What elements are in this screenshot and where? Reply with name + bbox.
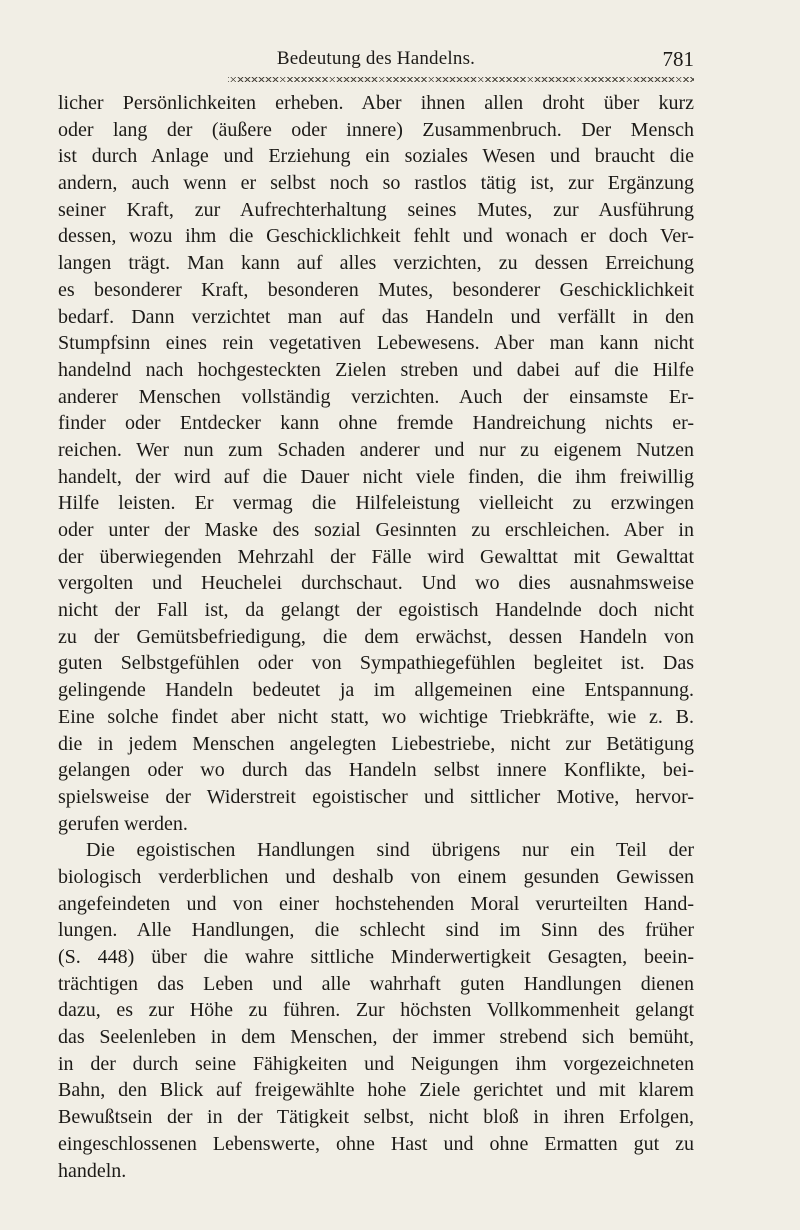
text-line: Hilfe leisten. Er vermag die Hilfeleistung vielleicht zu erzwingen <box>58 492 694 515</box>
header-rule <box>228 77 694 82</box>
text-line: licher Persönlichkeiten erheben. Aber ihnen allen droht über kurz <box>58 92 694 114</box>
text-line: lungen. Alle Handlungen, die schlecht sind im Sinn des früher <box>58 919 694 942</box>
text-line: Eine solche findet aber nicht statt, wo wichtige Triebkräfte, wie z. B. <box>58 705 694 728</box>
text-line: Die egoistischen Handlungen sind übrigens nur ein Teil der <box>86 839 694 862</box>
text-line: Bahn, den Blick auf freigewählte hohe Ziele gerichtet und mit klarem <box>58 1079 694 1102</box>
text-line: guten Selbstgefühlen oder von Sympathiegefühlen begleitet ist. Das <box>58 652 694 675</box>
text-line: trächtigen das Leben und alle wahrhaft guten Handlungen dienen <box>58 972 694 995</box>
text-line: gelangen oder wo durch das Handeln selbst innere Konflikte, bei- <box>58 759 694 782</box>
text-line: ist durch Anlage und Erziehung ein soziales Wesen und braucht die <box>58 145 694 168</box>
text-line: der überwiegenden Mehrzahl der Fälle wird Gewalttat mit Gewalttat <box>58 545 694 568</box>
text-line: Bewußtsein der in der Tätigkeit selbst, nicht bloß in ihren Erfolgen, <box>58 1106 694 1129</box>
text-line: seiner Kraft, zur Aufrechterhaltung seines Mutes, zur Ausführung <box>58 198 694 221</box>
text-line: oder lang der (äußere oder innere) Zusammenbruch. Der Mensch <box>58 118 694 141</box>
text-line: (S. 448) über die wahre sittliche Minderwertigkeit Gesagten, beein- <box>58 946 694 968</box>
text-line: angefeindeten und von einer hochstehenden Moral verurteilten Hand- <box>58 892 694 915</box>
page-number: 781 <box>662 47 694 71</box>
text-line: bedarf. Dann verzichtet man auf das Handeln und verfällt in den <box>58 305 694 328</box>
body-text <box>58 90 694 1184</box>
text-line: handelt, der wird auf die Dauer nicht viele finden, die ihm freiwillig <box>58 465 694 488</box>
text-line: andern, auch wenn er selbst noch so rastlos tätig ist, zur Ergänzung <box>58 172 694 195</box>
text-line: eingeschlossenen Lebenswerte, ohne Hast und ohne Ermatten gut zu <box>58 1132 694 1155</box>
text-line: spielsweise der Widerstreit egoistischer und sittlicher Motive, hervor- <box>58 785 694 808</box>
text-line: oder unter der Maske des sozial Gesinnten zu erschleichen. Aber in <box>58 519 694 541</box>
text-line: in der durch seine Fähigkeiten und Neigungen ihm vorgezeichneten <box>58 1052 694 1075</box>
text-line: anderer Menschen vollständig verzichten. Auch der einsamste Er- <box>58 385 694 408</box>
text-line: dessen, wozu ihm die Geschicklichkeit fehlt und wonach er doch Ver- <box>58 225 694 248</box>
text-line: zu der Gemütsbefriedigung, die dem erwächst, dessen Handeln von <box>58 625 694 648</box>
running-head <box>58 44 694 74</box>
text-line: nicht der Fall ist, da gelangt der egoistisch Handelnde doch nicht <box>58 599 694 622</box>
text-line: reichen. Wer nun zum Schaden anderer und nur zu eigenem Nutzen <box>58 438 694 461</box>
text-line: dazu, es zur Höhe zu führen. Zur höchsten Vollkommenheit gelangt <box>58 999 694 1022</box>
text-line: langen trägt. Man kann auf alles verzichten, zu dessen Erreichung <box>58 252 694 275</box>
text-line: Stumpfsinn eines rein vegetativen Lebewesens. Aber man kann nicht <box>58 332 694 355</box>
text-line: handelnd nach hochgesteckten Zielen streben und dabei auf die Hilfe <box>58 358 694 381</box>
running-title: Bedeutung des Handelns. <box>276 48 476 69</box>
text-line: finder oder Entdecker kann ohne fremde Handreichung nichts er- <box>58 412 694 435</box>
text-line: vergolten und Heuchelei durchschaut. Und wo dies ausnahmsweise <box>58 572 694 595</box>
text-line: biologisch verderblichen und deshalb von einem gesunden Gewissen <box>58 865 694 888</box>
text-line: es besonderer Kraft, besonderen Mutes, besonderer Geschicklichkeit <box>58 278 694 301</box>
text-line: die in jedem Menschen angelegten Liebestriebe, nicht zur Betätigung <box>58 732 694 755</box>
text-line: gerufen werden. <box>58 812 188 835</box>
text-line: das Seelenleben in dem Menschen, der immer strebend sich bemüht, <box>58 1026 694 1049</box>
text-line: gelingende Handeln bedeutet ja im allgemeinen eine Entspannung. <box>58 679 694 702</box>
text-line: handeln. <box>58 1159 127 1182</box>
